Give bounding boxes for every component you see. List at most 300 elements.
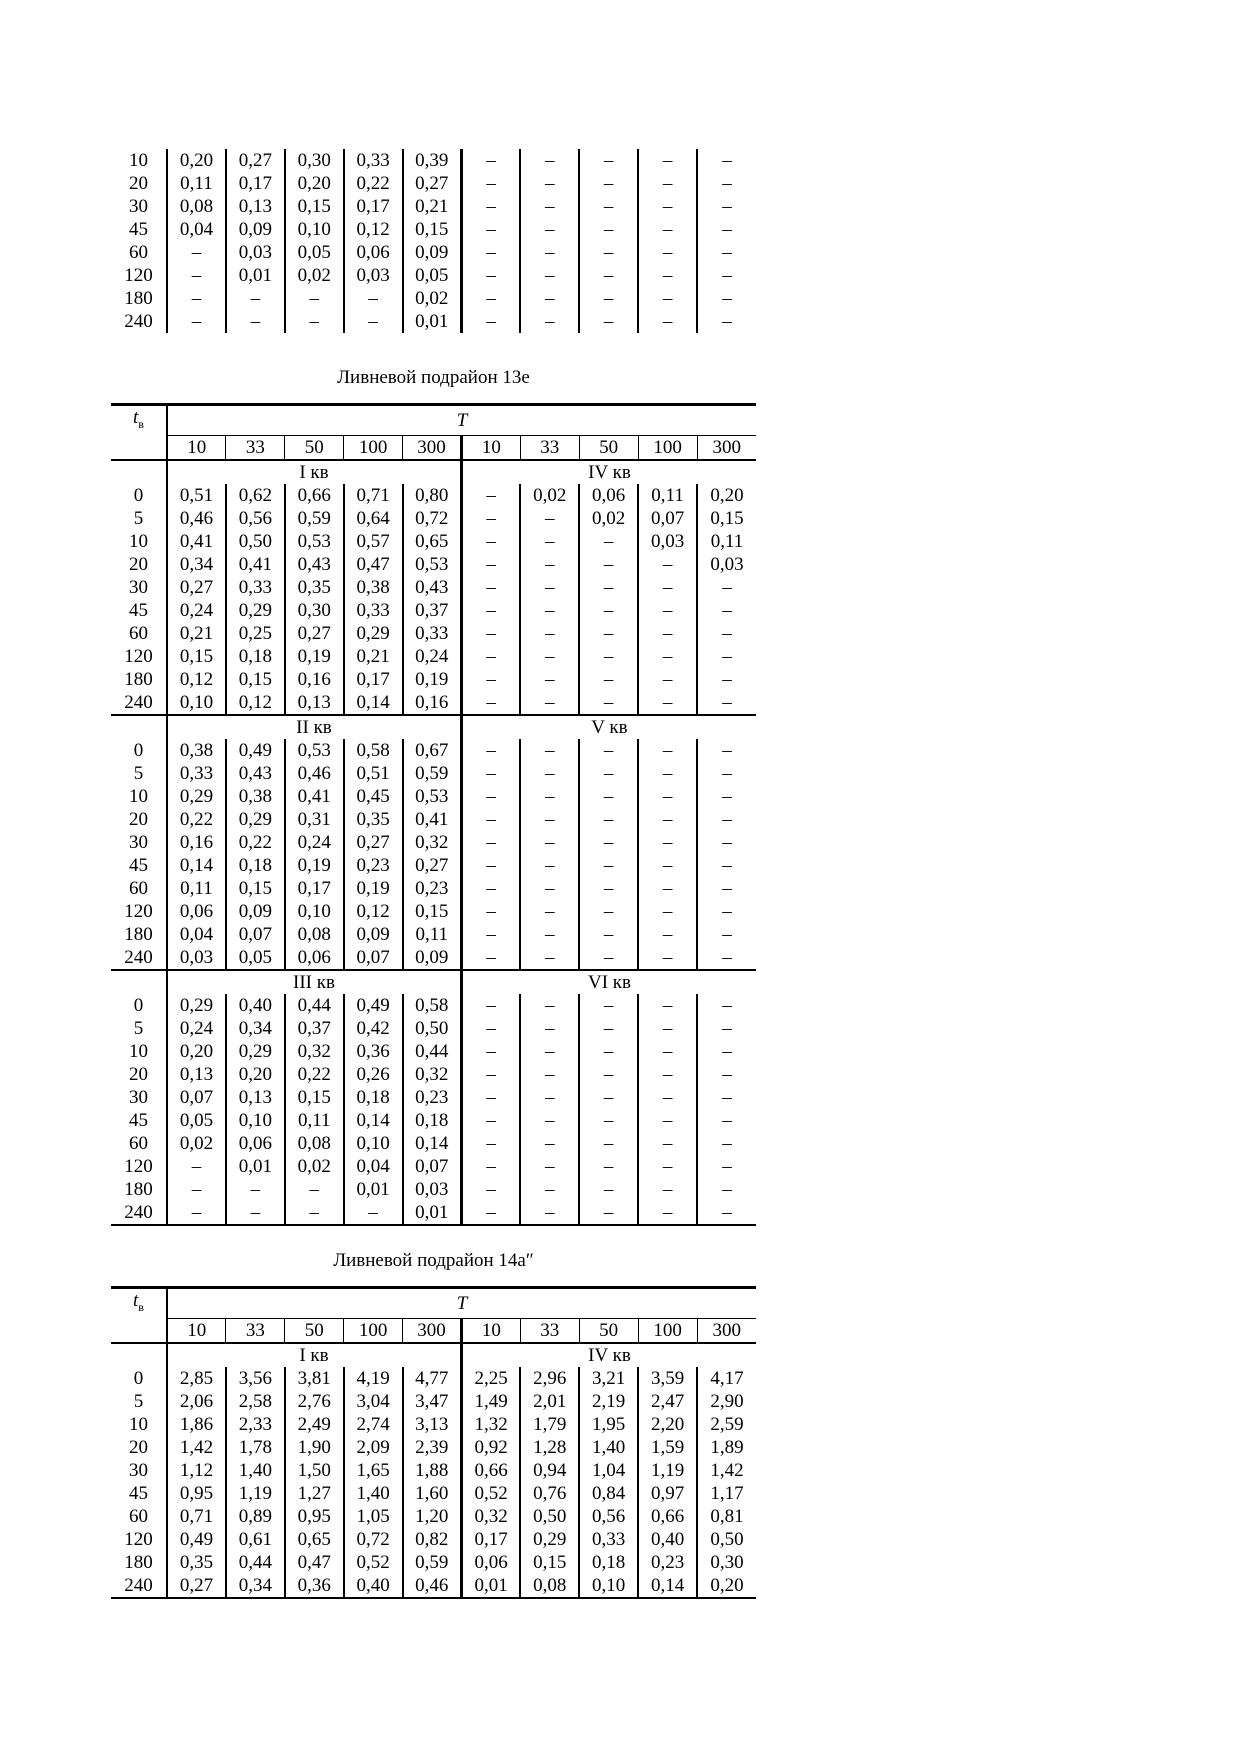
table-cell: – [520, 241, 579, 264]
column-header-cell: 50 [579, 1319, 638, 1344]
table-cell: 1,50 [285, 1459, 344, 1482]
table-cell: – [344, 1201, 403, 1225]
table-cell: – [520, 854, 579, 877]
table-cell: – [697, 645, 756, 668]
table-cell: – [579, 831, 638, 854]
column-header-cell: 100 [344, 1319, 403, 1344]
table-cell: 0,19 [403, 668, 462, 691]
quarter-label-row [111, 1343, 756, 1367]
row-header-cell: 240 [111, 1574, 167, 1598]
table-cell: – [520, 264, 579, 287]
row-header-label [111, 405, 167, 436]
return-period-label: T [456, 410, 468, 432]
table-cell: 0,34 [226, 1017, 285, 1040]
table-cell: 0,52 [344, 1551, 403, 1574]
table-cell: – [461, 923, 520, 946]
row-header-cell: 10 [111, 1413, 167, 1436]
table-row [111, 1201, 756, 1225]
table-row [111, 994, 756, 1017]
table-cell: 0,44 [226, 1551, 285, 1574]
table-cell: 0,16 [403, 691, 462, 715]
table-cell: 0,19 [344, 877, 403, 900]
table-cell: – [461, 507, 520, 530]
table-cell: – [697, 1063, 756, 1086]
table-cell: 0,13 [179, 1064, 214, 1086]
row-header-cell: 5 [111, 1017, 167, 1040]
row-header-sub: в [138, 1299, 144, 1314]
table-cell: 0,15 [520, 1551, 579, 1574]
table-cell: 3,13 [403, 1413, 462, 1436]
column-header-cell: 33 [520, 436, 579, 461]
row-header-cell: 5 [111, 762, 167, 785]
table-cell: 0,15 [697, 507, 756, 530]
table-cell: – [697, 994, 756, 1017]
table-cell: 0,45 [344, 785, 403, 808]
table-cell: – [226, 287, 285, 310]
table-cell: 0,50 [226, 530, 285, 553]
table-cell: 0,35 [344, 808, 403, 831]
table-cell: 0,11 [285, 1109, 344, 1132]
table-cell: 0,02 [579, 507, 638, 530]
table-cell: – [461, 645, 520, 668]
table-cell: 0,20 [179, 1041, 214, 1063]
table-cell: 0,18 [226, 854, 285, 877]
table-row [111, 1132, 756, 1155]
table-cell: – [461, 1109, 520, 1132]
table-cell: 0,17 [285, 877, 344, 900]
table-row [111, 877, 756, 900]
table-cell: 1,27 [285, 1482, 344, 1505]
row-header-cell: 0 [111, 1367, 167, 1390]
table-cell: 0,35 [285, 576, 344, 599]
table-cell: 0,21 [179, 623, 214, 645]
table-cell: – [461, 264, 520, 287]
table-cell: 0,72 [344, 1528, 403, 1551]
table-cell: 0,40 [344, 1574, 403, 1598]
table-cell: 0,12 [344, 900, 403, 923]
table-cell: – [638, 1109, 697, 1132]
table-row [111, 241, 756, 264]
table-cell: – [697, 668, 756, 691]
quarter-label-left: III кв [293, 972, 335, 994]
column-header-cell: 33 [226, 436, 285, 461]
table-cell: 0,35 [179, 1552, 214, 1574]
row-header-cell: 120 [111, 1155, 167, 1178]
table-cell: 1,59 [638, 1436, 697, 1459]
table-row [111, 218, 756, 241]
table-cell: – [191, 288, 202, 309]
table-cell: 0,10 [285, 900, 344, 923]
row-header-cell: 180 [111, 668, 167, 691]
table-cell: – [579, 645, 638, 668]
table-cell: 0,14 [344, 1109, 403, 1132]
table-cell: 0,18 [344, 1086, 403, 1109]
table-cell: – [697, 739, 756, 762]
table-cell: 0,47 [344, 553, 403, 576]
table-cell: 0,39 [403, 149, 462, 172]
table-cell: 0,11 [403, 923, 462, 946]
table-cell: 0,15 [403, 218, 462, 241]
column-header-cell: 300 [403, 436, 462, 461]
table-cell: – [638, 1063, 697, 1086]
table-cell: – [579, 530, 638, 553]
row-header-blank [111, 436, 167, 461]
table-cell: 0,06 [461, 1551, 520, 1574]
table-cell: 0,20 [285, 172, 344, 195]
table-cell: – [638, 241, 697, 264]
table-cell: 0,01 [461, 1574, 520, 1598]
table-cell: – [579, 149, 638, 172]
row-header-cell: 30 [111, 1459, 167, 1482]
table-cell: 0,07 [638, 507, 697, 530]
row-header-cell: 180 [111, 1551, 167, 1574]
table-cell: – [697, 1201, 756, 1225]
table-cell: 0,05 [285, 241, 344, 264]
table-cell: 1,40 [226, 1459, 285, 1482]
table-cell: – [579, 785, 638, 808]
continuation-table-block [111, 149, 756, 333]
table-cell: 0,29 [344, 622, 403, 645]
table-cell: 0,20 [226, 1063, 285, 1086]
table-cell: 0,01 [344, 1178, 403, 1201]
table-cell: – [638, 854, 697, 877]
table-cell: – [461, 241, 520, 264]
table-cell: – [697, 241, 756, 264]
table-cell: 0,59 [403, 762, 462, 785]
table-cell: – [579, 310, 638, 333]
quarter-label-left: II кв [296, 717, 332, 739]
table-cell: – [638, 645, 697, 668]
table-cell: – [697, 1086, 756, 1109]
table-cell: 0,03 [403, 1178, 462, 1201]
table-cell: – [579, 900, 638, 923]
table-cell: 0,23 [403, 1086, 462, 1109]
table-cell: 0,38 [179, 740, 214, 762]
table-cell: – [579, 553, 638, 576]
table-cell: – [579, 808, 638, 831]
row-header-cell: 120 [111, 900, 167, 923]
table-cell: 0,01 [403, 1201, 462, 1225]
table-row [111, 1390, 756, 1413]
table-cell: 0,21 [344, 645, 403, 668]
table-cell: – [344, 310, 403, 333]
table-row [111, 149, 756, 172]
table-cell: – [461, 172, 520, 195]
table-cell: – [697, 808, 756, 831]
table-cell: 2,47 [638, 1390, 697, 1413]
table-cell: – [638, 599, 697, 622]
table-row [111, 1367, 756, 1390]
table-cell: 0,13 [226, 1086, 285, 1109]
row-header-cell: 240 [111, 946, 167, 970]
table-cell: – [520, 218, 579, 241]
table-row [111, 1436, 756, 1459]
table-cell: 1,88 [403, 1459, 462, 1482]
table-cell: 0,08 [520, 1574, 579, 1598]
table-cell: 0,51 [179, 485, 214, 507]
table-cell: – [579, 877, 638, 900]
row-header-blank [111, 460, 167, 484]
table-cell: – [285, 287, 344, 310]
table-cell: – [697, 622, 756, 645]
table-cell: – [520, 1040, 579, 1063]
table-cell: 0,12 [344, 218, 403, 241]
table-cell: 1,79 [520, 1413, 579, 1436]
return-period-label: T [456, 1293, 468, 1315]
table-cell: – [697, 1178, 756, 1201]
row-header-sub: в [138, 416, 144, 431]
table-cell: 0,02 [179, 1133, 214, 1155]
table-cell: – [191, 1179, 202, 1201]
table-cell: 0,24 [285, 831, 344, 854]
table-row [111, 831, 756, 854]
table-cell: 0,24 [179, 600, 214, 622]
table-row [111, 923, 756, 946]
table-cell: – [520, 172, 579, 195]
quarter-label-left: I кв [299, 1345, 329, 1367]
row-header-main: $t_в$ [133, 407, 144, 431]
table-cell: 0,53 [285, 739, 344, 762]
table-cell: – [638, 553, 697, 576]
column-header-cell: 33 [520, 1319, 579, 1344]
row-header-cell: 240 [111, 691, 167, 715]
table-cell: 1,19 [638, 1459, 697, 1482]
column-header-cell: 300 [697, 1319, 756, 1344]
table-cell: – [520, 622, 579, 645]
column-header-cell: 10 [461, 436, 520, 461]
table-row [111, 739, 756, 762]
table-cell: – [461, 739, 520, 762]
table-cell: 0,16 [285, 668, 344, 691]
table-cell: 0,22 [226, 831, 285, 854]
table-row [111, 946, 756, 970]
table-cell: 0,03 [226, 241, 285, 264]
column-header-cell: 33 [226, 1319, 285, 1344]
table-cell: – [520, 576, 579, 599]
row-header-cell: 45 [111, 1109, 167, 1132]
table-row [111, 1482, 756, 1505]
table-cell: 0,23 [344, 854, 403, 877]
table-cell: – [191, 311, 202, 332]
table-cell: – [638, 994, 697, 1017]
row-header-cell: 240 [111, 1201, 167, 1225]
table-cell: – [461, 762, 520, 785]
table-cell: 0,04 [179, 924, 214, 946]
table-cell: – [461, 808, 520, 831]
table-cell: 0,13 [226, 195, 285, 218]
table-cell: 0,18 [226, 645, 285, 668]
row-header-cell: 45 [111, 218, 167, 241]
table-14a-body [111, 1288, 756, 1599]
table-cell: 2,90 [697, 1390, 756, 1413]
column-header-cell: 50 [285, 1319, 344, 1344]
table-cell: – [579, 622, 638, 645]
table-cell: 0,10 [179, 692, 214, 714]
table-cell: 0,82 [403, 1528, 462, 1551]
table-cell: 3,59 [638, 1367, 697, 1390]
return-period-header [167, 1288, 756, 1319]
table-cell: – [579, 854, 638, 877]
row-header-cell: 10 [111, 530, 167, 553]
table-cell: 2,59 [697, 1413, 756, 1436]
table-cell: 0,09 [403, 946, 462, 970]
table-cell: 2,74 [344, 1413, 403, 1436]
table-cell: – [638, 264, 697, 287]
table-cell: 0,22 [179, 809, 214, 831]
table-cell: – [226, 1178, 285, 1201]
table-cell: – [579, 762, 638, 785]
table-cell: – [461, 195, 520, 218]
table-cell: 0,84 [579, 1482, 638, 1505]
table-cell: – [520, 195, 579, 218]
table-cell: 0,40 [226, 994, 285, 1017]
table-cell: – [638, 172, 697, 195]
table-cell: 0,10 [226, 1109, 285, 1132]
table-cell: 0,66 [461, 1459, 520, 1482]
table-cell: 0,15 [179, 646, 214, 668]
table-cell: – [579, 1178, 638, 1201]
column-header-row [111, 436, 756, 461]
header-row [111, 405, 756, 436]
row-header-cell: 20 [111, 1436, 167, 1459]
table-cell: – [579, 1040, 638, 1063]
table-cell: – [520, 691, 579, 715]
table-cell: – [638, 831, 697, 854]
table-cell: – [697, 900, 756, 923]
continuation-body [111, 149, 756, 333]
table-cell: – [697, 218, 756, 241]
table-cell: 1,95 [579, 1413, 638, 1436]
table-cell: 0,02 [285, 264, 344, 287]
table-row [111, 1178, 756, 1201]
table-cell: 0,56 [226, 507, 285, 530]
table-cell: 0,41 [285, 785, 344, 808]
table-cell: 4,19 [344, 1367, 403, 1390]
table-cell: 0,27 [403, 172, 462, 195]
table-cell: – [191, 242, 202, 263]
table-cell: – [638, 668, 697, 691]
table-cell: 0,17 [461, 1528, 520, 1551]
row-header-blank [111, 970, 167, 994]
column-header-row [111, 1319, 756, 1344]
table-cell: 0,03 [697, 553, 756, 576]
table-row [111, 762, 756, 785]
table-cell: 0,17 [226, 172, 285, 195]
table-cell: – [461, 576, 520, 599]
table-cell: 0,33 [579, 1528, 638, 1551]
table-cell: 0,56 [579, 1505, 638, 1528]
table-cell: 1,42 [179, 1437, 214, 1459]
table-row [111, 1551, 756, 1574]
table-row [111, 645, 756, 668]
table-cell: 0,53 [403, 553, 462, 576]
column-header-cell: 10 [167, 436, 226, 461]
table-cell: – [638, 576, 697, 599]
table-cell: 0,06 [344, 241, 403, 264]
table-cell: – [461, 310, 520, 333]
row-header-cell: 120 [111, 264, 167, 287]
table-cell: – [520, 1155, 579, 1178]
table-cell: 0,37 [403, 599, 462, 622]
table-cell: – [520, 877, 579, 900]
table-cell: 0,29 [179, 995, 214, 1017]
table-cell: – [638, 877, 697, 900]
column-header-cell: 50 [579, 436, 638, 461]
table-cell: 0,10 [285, 218, 344, 241]
table-row [111, 172, 756, 195]
table-cell: – [520, 1132, 579, 1155]
table-cell: 0,20 [179, 150, 214, 171]
table-cell: 0,53 [403, 785, 462, 808]
table-row [111, 553, 756, 576]
table-cell: – [697, 785, 756, 808]
table-cell: 0,30 [697, 1551, 756, 1574]
table-cell: 0,51 [344, 762, 403, 785]
table-cell: 0,50 [403, 1017, 462, 1040]
table-cell: 0,01 [403, 310, 462, 333]
table-cell: 0,20 [697, 484, 756, 507]
table-cell: 0,41 [403, 808, 462, 831]
table-cell: 4,17 [697, 1367, 756, 1390]
table-cell: 0,50 [697, 1528, 756, 1551]
table-cell: 1,17 [697, 1482, 756, 1505]
table-cell: 0,66 [638, 1505, 697, 1528]
table-cell: 0,23 [638, 1551, 697, 1574]
table-cell: – [461, 785, 520, 808]
table-cell: 3,47 [403, 1390, 462, 1413]
table-cell: – [285, 310, 344, 333]
header-row [111, 1288, 756, 1319]
table-cell: – [520, 946, 579, 970]
table-row [111, 507, 756, 530]
table-cell: – [697, 172, 756, 195]
table-cell: 0,06 [285, 946, 344, 970]
table-cell: 1,32 [461, 1413, 520, 1436]
table-cell: 1,65 [344, 1459, 403, 1482]
table-cell: 0,24 [403, 645, 462, 668]
table-cell: 0,27 [167, 1574, 226, 1598]
table-cell: – [461, 900, 520, 923]
table-cell: 0,11 [180, 878, 213, 900]
table-cell: – [638, 691, 697, 715]
table-cell: 2,09 [344, 1436, 403, 1459]
table-cell: – [697, 1040, 756, 1063]
row-header-cell: 180 [111, 1178, 167, 1201]
table-14a-block [111, 1286, 756, 1599]
table-cell: – [697, 946, 756, 970]
table-cell: 0,76 [520, 1482, 579, 1505]
row-header-cell: 5 [111, 507, 167, 530]
table-cell: 0,11 [638, 484, 697, 507]
table-row [111, 1505, 756, 1528]
row-header-main: $t_в$ [133, 1290, 144, 1314]
table-cell: 0,32 [403, 1063, 462, 1086]
table-cell: – [520, 1017, 579, 1040]
table-14a-title: Ливневой подрайон 14а″ [333, 1250, 534, 1271]
table-cell: – [461, 287, 520, 310]
table-cell: – [520, 668, 579, 691]
table-row [111, 484, 756, 507]
table-cell: – [638, 785, 697, 808]
table-row [111, 1017, 756, 1040]
table-cell: 0,43 [403, 576, 462, 599]
table-cell: – [579, 1109, 638, 1132]
table-cell: – [520, 287, 579, 310]
table-cell: – [461, 599, 520, 622]
table-cell: 0,27 [285, 622, 344, 645]
table-cell: – [461, 622, 520, 645]
table-cell: – [461, 149, 520, 172]
